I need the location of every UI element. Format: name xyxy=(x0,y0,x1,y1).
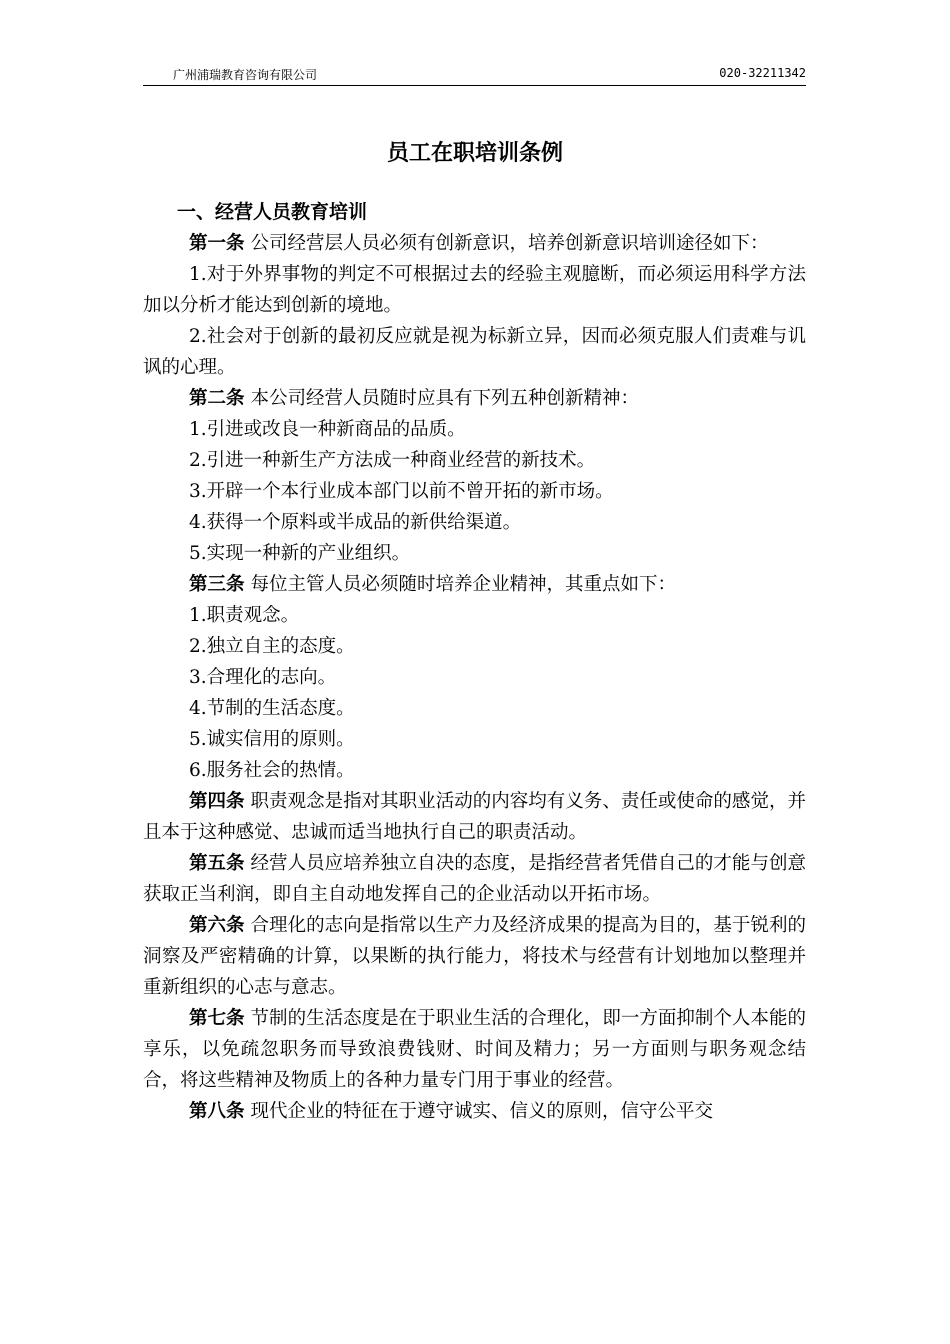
article-label: 第六条 xyxy=(189,915,245,936)
list-item: 2.引进一种新生产方法成一种商业经营的新技术。 xyxy=(189,450,596,471)
document-title: 员工在职培训条例 xyxy=(386,141,563,166)
article-text: 公司经营层人员必须有创新意识，培养创新意识培训途径如下： xyxy=(250,233,769,254)
list-item: 4.节制的生活态度。 xyxy=(189,698,355,719)
header-phone: 020-32211342 xyxy=(719,66,806,80)
article-text: 本公司经营人员随时应具有下列五种创新精神： xyxy=(250,388,640,409)
section-heading: 一、经营人员教育培训 xyxy=(177,201,368,223)
article-label: 第五条 xyxy=(189,853,245,874)
article-3 xyxy=(143,569,806,600)
article-1 xyxy=(143,228,806,259)
header-company: 广州浦瑞教育咨询有限公司 xyxy=(173,68,318,82)
article-label: 第一条 xyxy=(189,233,245,254)
list-item: 3.开辟一个本行业成本部门以前不曾开拓的新市场。 xyxy=(189,481,614,502)
list-item: 2.独立自主的态度。 xyxy=(189,636,355,657)
article-4 xyxy=(143,786,806,848)
list-item: 2.社会对于创新的最初反应就是视为标新立异，因而必须克服人们责难与讥讽的心理。 xyxy=(143,326,806,378)
article-label: 第七条 xyxy=(189,1008,245,1029)
list-item: 5.诚实信用的原则。 xyxy=(189,729,355,750)
list-item: 5.实现一种新的产业组织。 xyxy=(189,543,411,564)
article-text: 每位主管人员必须随时培养企业精神，其重点如下： xyxy=(250,574,677,595)
list-item: 1.对于外界事物的判定不可根据过去的经验主观臆断，而必须运用科学方法加以分析才能达到创新的境地。 xyxy=(143,264,806,316)
article-7 xyxy=(143,1003,806,1096)
article-6 xyxy=(143,910,806,1003)
article-5 xyxy=(143,848,806,910)
article-label: 第四条 xyxy=(189,791,245,812)
article-text: 合理化的志向是指常以生产力及经济成果的提高为目的，基于锐利的洞察及严密精确的计算，以果断的执行能力，将技术与经营有计划地加以整理并重新组织的心志与意志。 xyxy=(143,915,806,998)
article-text: 节制的生活态度是在于职业生活的合理化，即一方面抑制个人本能的享乐，以免疏忽职务而导致浪费钱财、时间及精力；另一方面则与职务观念结合，将这些精神及物质上的各种力量专门用于事业的经营。 xyxy=(143,1008,806,1091)
list-item: 4.获得一个原料或半成品的新供给渠道。 xyxy=(189,512,522,533)
article-label: 第二条 xyxy=(189,388,245,409)
list-item: 6.服务社会的热情。 xyxy=(189,760,355,781)
article-text: 现代企业的特征在于遵守诚实、信义的原则，信守公平交 xyxy=(250,1101,714,1122)
list-item: 1.职责观念。 xyxy=(189,605,300,626)
list-item: 1.引进或改良一种新商品的品质。 xyxy=(189,419,466,440)
list-item: 3.合理化的志向。 xyxy=(189,667,337,688)
article-label: 第八条 xyxy=(189,1101,245,1122)
article-text: 职责观念是指对其职业活动的内容均有义务、责任或使命的感觉，并且本于这种感觉、忠诚而适当地执行自己的职责活动。 xyxy=(143,791,806,843)
article-text: 经营人员应培养独立自决的态度，是指经营者凭借自己的才能与创意获取正当利润，即自主自动地发挥自己的企业活动以开拓市场。 xyxy=(143,853,806,905)
document-body xyxy=(143,197,806,1127)
article-2 xyxy=(143,383,806,414)
article-8 xyxy=(143,1096,806,1127)
article-label: 第三条 xyxy=(189,574,245,595)
page-header xyxy=(143,66,806,86)
